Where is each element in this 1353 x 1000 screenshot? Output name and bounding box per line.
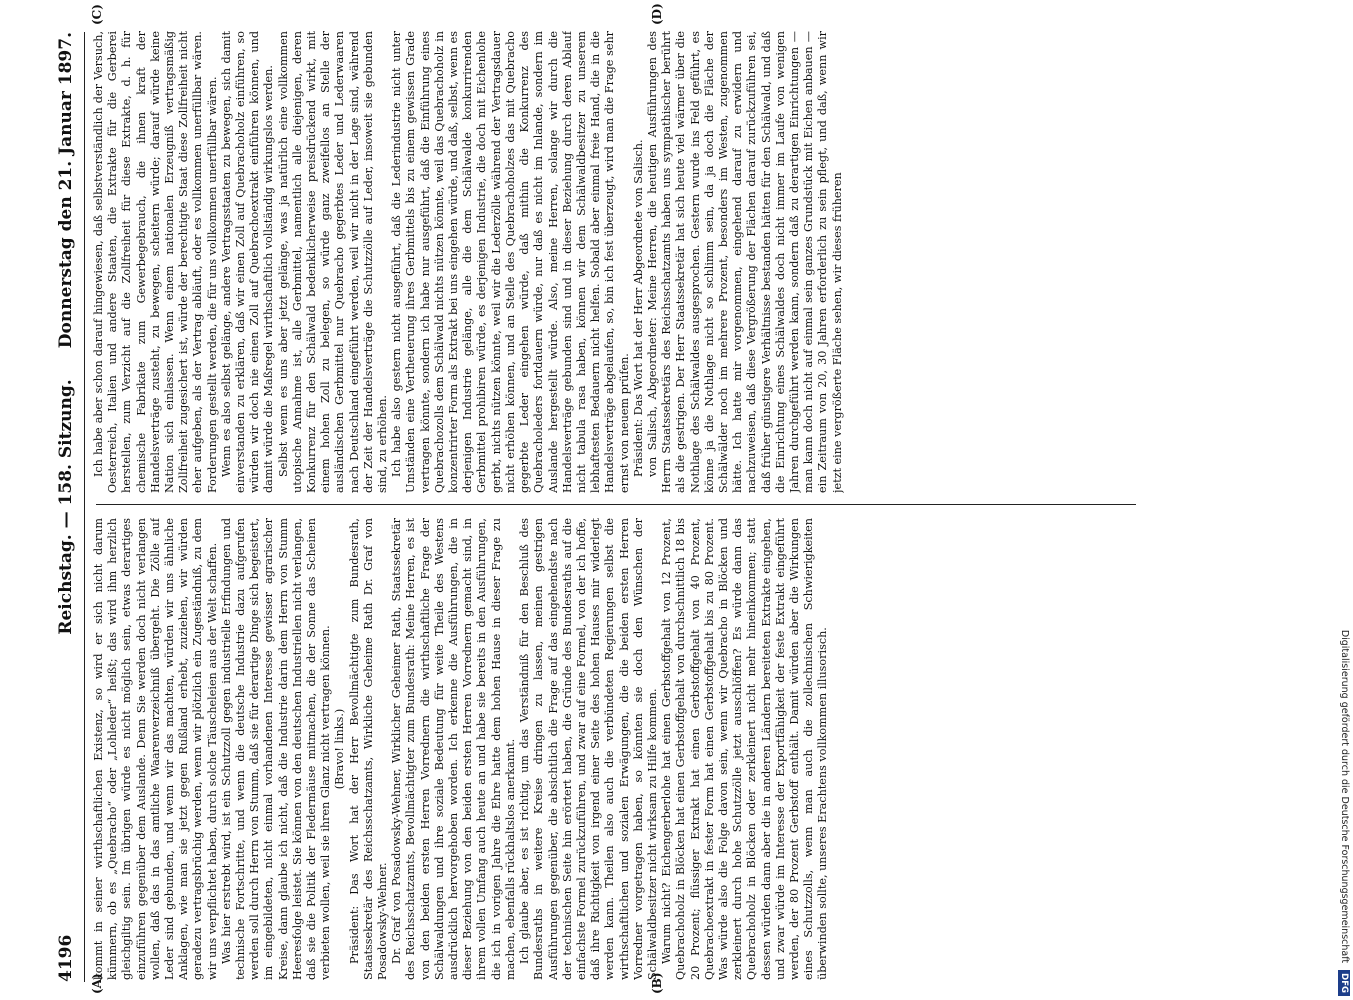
page-header (56, 32, 86, 982)
credit-text: Digitalisierung gefördert durch die Deutsche Forschungsgemeinschaft (1339, 629, 1350, 964)
header-rule (84, 32, 85, 982)
paragraph: kommt in seiner wirthschaftlichen Existenz, so wird er sich nicht darum kümmern, ob es „Quebracho“ oder „Lohleder“ heißt; das wird ihm herzlich gleichgiltig sein. Im übrigen würde es nicht möglich sein, etwas derartiges einzuführen gegenüber dem Auslande. Denn Sie werden doch nicht verlangen wollen, daß das in das amtliche Waarenverzeichniß übergeht. Die Zölle auf Leder sind gebunden, und wenn wir das machten, würden wir uns ähnliche Anklagen, wie man sie jetzt gegen Rußland erhebt, zuziehen, wir würden geradezu vertragsbrüchig werden, wenn wir plötzlich ein Zugeständniß, zu dem wir uns verpflichtet haben, durch solche Täuscheleien aus der Welt schaffen. (92, 518, 219, 980)
margin-marker-c: (C) (90, 4, 104, 25)
paragraph: Ich habe also gestern nicht ausgeführt, daß die Lederindustrie nicht unter Umständen eine Vertheuerung ihres Gerbmittels bis zu einem gewissen Grade vertragen könnte, sondern ich habe nur ausgeführt, daß die Einführung eines Quebrachozolls dem Schälwald nichts nützen könnte, weil das Quebrachoholz in konzentrirter Form als Extrakt bei uns eingehen würde, und daß, selbst, wenn es derjenigen Industrie gelänge, alle die dem Schälwalde konkurrirenden Gerbmittel prohibiren würde, es derjenigen Industrie, die doch mit Eichenlohe gerbt, nichts nützen könnte, weil wir die Lederzölle während der Vertragsdauer nicht erhöhen können, und an Stelle des Quebrachoholzes das mit Quebracho gegerbte Leder eingehen würde, daß mithin die Konkurrenz des Quebracholeders fortdauern würde, nur daß es nicht im Inlande, sondern im Auslande hergestellt würde. Also, meine Herren, solange wir durch die Handelsverträge gebunden sind und in dieser Beziehung durch deren Ablauf nicht tabula rasa haben, können wir dem Schälwaldbesitzer zu unserem lebhaftesten Bedauern nicht helfen. Sobald aber einmal freie Hand, die in die Handelsverträge abgelaufen, so, bin ich fest überzeugt, wird man die Frage sehr ernst von neuem prüfen. (390, 31, 631, 493)
paragraph: Wenn es also selbst gelänge, andere Vertragsstaaten zu bewegen, sich damit einverstanden zu erklären, daß wir einen Zoll auf Quebrachoholz einführen, so würden wir doch nie einen Zoll auf Quebrachoextrakt einführen können, und damit würde die Maßregel wirthschaftlich vollständig wirkungslos werden. (219, 31, 276, 493)
column-divider (96, 504, 1136, 505)
paragraph: Präsident: Das Wort hat der Herr Bevollmächtigte zum Bundesrath, Staatssekretär des Reichsschatzamts, Wirkliche Geheime Rath Dr. Graf von Posadowsky-Wehner. (347, 518, 390, 980)
session-title: Reichstag. — 158. Sitzung. (56, 379, 76, 635)
paragraph: Was hier erstrebt wird, ist ein Schutzzoll gegen industrielle Erfindungen und technische Fortschritte, und wenn die deutsche Industrie dazu aufgerufen werden soll durch Herrn von Stumm, daß sie für derartige Dinge sich begeistert, im eingebildeten, nicht einmal vorhandenen Interesse gewisser agrarischer Kreise, dann glaube ich nicht, daß die Industrie darin dem Herrn von Stumm Heeresfolge leistet. Sie können von den deutschen Industriellen nicht verlangen, daß sie die Politik der Fledermäuse mitmachen, die der Sonne das Scheinen verbieten wollen, weil sie ihren Glanz nicht vertragen können. (219, 518, 333, 980)
page-number: 4196 (56, 934, 76, 982)
paragraph: Ich habe aber schon darauf hingewiesen, daß selbstverständlich der Versuch, Oesterreich, Italien und andere Staaten, die Extrakte für die Gerberei herstellen, zum Verzicht auf die Zollfreiheit für diese Extrakte, d. h. für chemische Fabrikate zum Gewerbegebrauch, die ihnen kraft der Handelsverträge zusteht, zu bewegen, scheitern würde; darauf würde keine Nation sich einlassen. Wenn einem nationalen Erzeugniß vertragsmäßig Zollfreiheit zugesichert ist, würde der berechtigte Staat diese Zollfreiheit nicht eher aufgeben, als der Vertrag abläuft, oder es vollkommen unerfüllbar wären. Forderungen gestellt werden, die für uns vollkommen unerfüllbar wären. (92, 31, 219, 493)
funding-credit (1336, 6, 1352, 996)
paragraph: Ich glaube aber, es ist richtig, um das Verständniß für den Beschluß des Bundesraths in weitere Kreise dringen zu lassen, meinen gestrigen Ausführungen gegenüber, die absichtlich die Frage auf das eingehendste nach der technischen Seite hin erörtert haben, die Gründe des Bundesraths auf die einfachste Formel zurückzuführen, und zwar auf eine Formel, von der ich hoffe, daß ihre Richtigkeit von irgend einer Seite des hohen Hauses mir widerlegt werden kann. Theilen also auch die verbündeten Regierungen selbst die wirthschaftlichen und sozialen Erwägungen, die die beiden ersten Herren Vorredner vorgetragen haben, so könnten sie doch den Wünschen der Schälwaldbesitzer nicht wirksam zu Hilfe kommen. (518, 518, 659, 980)
paragraph: Präsident: Das Wort hat der Herr Abgeordnete von Salisch. (631, 139, 645, 477)
margin-marker-a: (A) (90, 973, 104, 994)
dfg-logo: DFG (1338, 970, 1350, 996)
applause-note: (Bravo! links.) (333, 708, 347, 790)
left-column (92, 518, 1132, 980)
paragraph: Dr. Graf von Posadowsky-Wehner, Wirklicher Geheimer Rath, Staatssekretär des Reichsschatzamts, Bevollmächtigter zum Bundesrath: Meine Herren, es ist von den beiden ersten Herren Vorrednern die wirthschaftliche Frage der Schälwaldungen und ihre soziale Bedeutung für weite Theile des Westens ausdrücklich hervorgehoben worden. Ich erkenne die Ausführungen, die in dieser Beziehung von den beiden ersten Herren Vorrednern gemacht sind, in ihrem vollen Umfang auch heute an und habe sie bereits in den Ausführungen, die ich in vorigen Jahre die Ehre hatte dem hohen Hause in dieser Frage zu machen, ebenfalls rückhaltslos anerkannt. (390, 518, 517, 980)
paragraph: Warum nicht? Eichengerberlohe hat einen Gerbstoffgehalt von 12 Prozent, Quebrachoholz in Blöcken hat einen Gerbstoffgehalt von durchschnittlich 18 bis 20 Prozent; flüssiger Extrakt hat einen Gerbstoffgehalt von 40 Prozent, Quebrachoextrakt in fester Form hat einen Gerbstoffgehalt bis zu 80 Prozent. Was würde also die Folge davon sein, wenn wir Quebracho in Blöcken und zerkleinert durch hohe Schutzzölle jetzt ausschlöffen? Es würde dann das Quebrachoholz in Blöcken oder zerkleinert nicht mehr hineinkommen; statt dessen würden dann aber die in anderen Ländern bereiteten Extrakte eingehen, und zwar würde im Interesse der Exportfähigkeit der feste Extrakt eingeführt werden, der 80 Prozent Gerbstoff enthält. Damit würden aber die Wirkungen eines Schutzzolls, wenn man auch die zollechnischen Schwierigkeiten überwinden sollte, unseres Erachtens vollkommen illusorisch. (660, 518, 830, 980)
margin-marker-d: (D) (650, 3, 664, 25)
session-date: Donnerstag den 21. Januar 1897. (56, 32, 76, 349)
right-column (92, 31, 1132, 493)
margin-marker-b: (B) (650, 972, 664, 994)
paragraph: Selbst wenn es uns aber jetzt gelänge, was ja natürlich eine vollkommen utopische Annahme ist, alle Gerbmittel, namentlich alle diejenigen, deren Konkurrenz für den Schälwald bedenklicherweise preisdrückend wirkt, mit einem hohen Zoll zu belegen, so würde ganz zweifellos an Stelle der ausländischen Gerbmittel nur Quebracho gegerbtes Leder und Lederwaaren nach Deutschland eingeführt werden, weil wir nicht in der Lage sind, während der Zeit der Handelsverträge die Schutzzölle auf Leder, insoweit sie gebunden sind, zu erhöhen. (276, 31, 390, 493)
paragraph: von Salisch, Abgeordneter: Meine Herren, die heutigen Ausführungen des Herrn Staatssekretärs des Reichsschatzamts haben uns sympathischer berührt als die gestrigen. Der Herr Staatssekretär hat sich heute viel wärmer über die Nothlage des Schälwaldes ausgesprochen. Gestern wurde ins Feld geführt, es könne ja die Nothlage nicht so schlimm sein, da ja doch die Fläche der Schälwälder noch im mehrere Prozent, besonders im Westen, zugenommen hätte. Ich hatte mir vorgenommen, eingehend darauf zu erwidern und nachzuweisen, daß diese Vergrößerung der Flächen darauf zurückzuführen sei, daß früher günstigere Verhältnisse bestanden hätten für den Schälwald, und daß die Einrichtung eines Schälwaldes doch nicht immer im Laufe von wenigen Jahren durchgeführt werden kann, sondern daß zu derartigen Einrichtungen — man kann doch nicht auf einmal sein ganzes Grundstück mit Eichen anbauen — ein Zeitraum von 20, 30 Jahren erforderlich zu sein pflegt, und daß, wenn wir jetzt eine vergrößerte Fläche sehen, wir dieses früheren (645, 31, 844, 493)
